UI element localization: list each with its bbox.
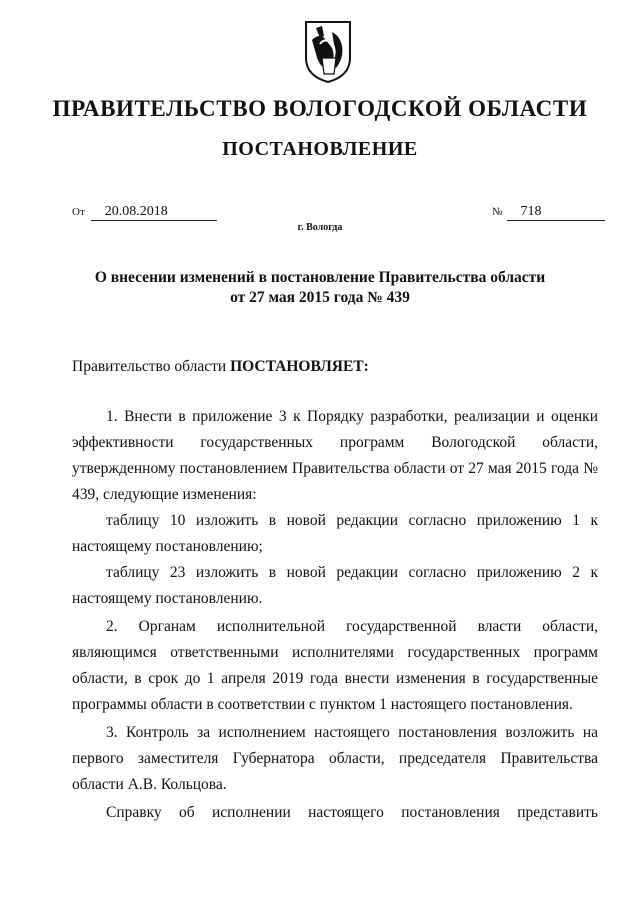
document-date: [72, 204, 217, 221]
paragraph-3: 3. Контроль за исполнением настоящего постановления возложить на первого заместителя Губернатора области, председателя Правительства области А.В. Кольцова.: [72, 724, 598, 793]
intro-text: Правительство области: [72, 358, 231, 375]
paragraph-1: 1. Внести в приложение 3 к Порядку разработки, реализации и оценки эффективности государственных программ Вологодской области, утвержденному постановлением Правительства области от 27 мая 2015 года № 439, следующие изменения:: [72, 408, 598, 503]
document-heading: [60, 268, 580, 308]
paragraph-1-item-a: таблицу 10 изложить в новой редакции согласно приложению 1 к настоящему постановлению;: [72, 512, 598, 555]
city: г. Вологда: [297, 222, 343, 233]
document-type: ПОСТАНОВЛЕНИЕ: [222, 138, 418, 160]
document-number: [492, 204, 605, 221]
number-value: 718: [507, 204, 605, 221]
date-value: 20.08.2018: [91, 204, 217, 221]
date-prefix: От: [72, 206, 85, 218]
intro-paragraph: [72, 354, 598, 380]
paragraph-4: Справку об исполнении настоящего постановления представить: [106, 804, 598, 821]
paragraph-1-item-b: таблицу 23 изложить в новой редакции согласно приложению 2 к настоящему постановлению.: [72, 564, 598, 607]
vologda-oblast-coat-of-arms-icon: [302, 18, 354, 84]
number-prefix: №: [492, 206, 503, 218]
organization-title: ПРАВИТЕЛЬСТВО ВОЛОГОДСКОЙ ОБЛАСТИ: [52, 96, 588, 121]
paragraph-2: 2. Органам исполнительной государственной власти области, являющимся ответственными исполнителями государственных программ области, в срок до 1 апреля 2019 года внести изменения в государственные программы области в соответствии с пунктом 1 настоящего постановления.: [72, 618, 598, 713]
heading-line-1: О внесении изменений в постановление Правительства области: [94, 269, 546, 286]
heading-line-2: от 27 мая 2015 года № 439: [230, 289, 410, 306]
intro-keyword: ПОСТАНОВЛЯЕТ:: [230, 358, 369, 375]
